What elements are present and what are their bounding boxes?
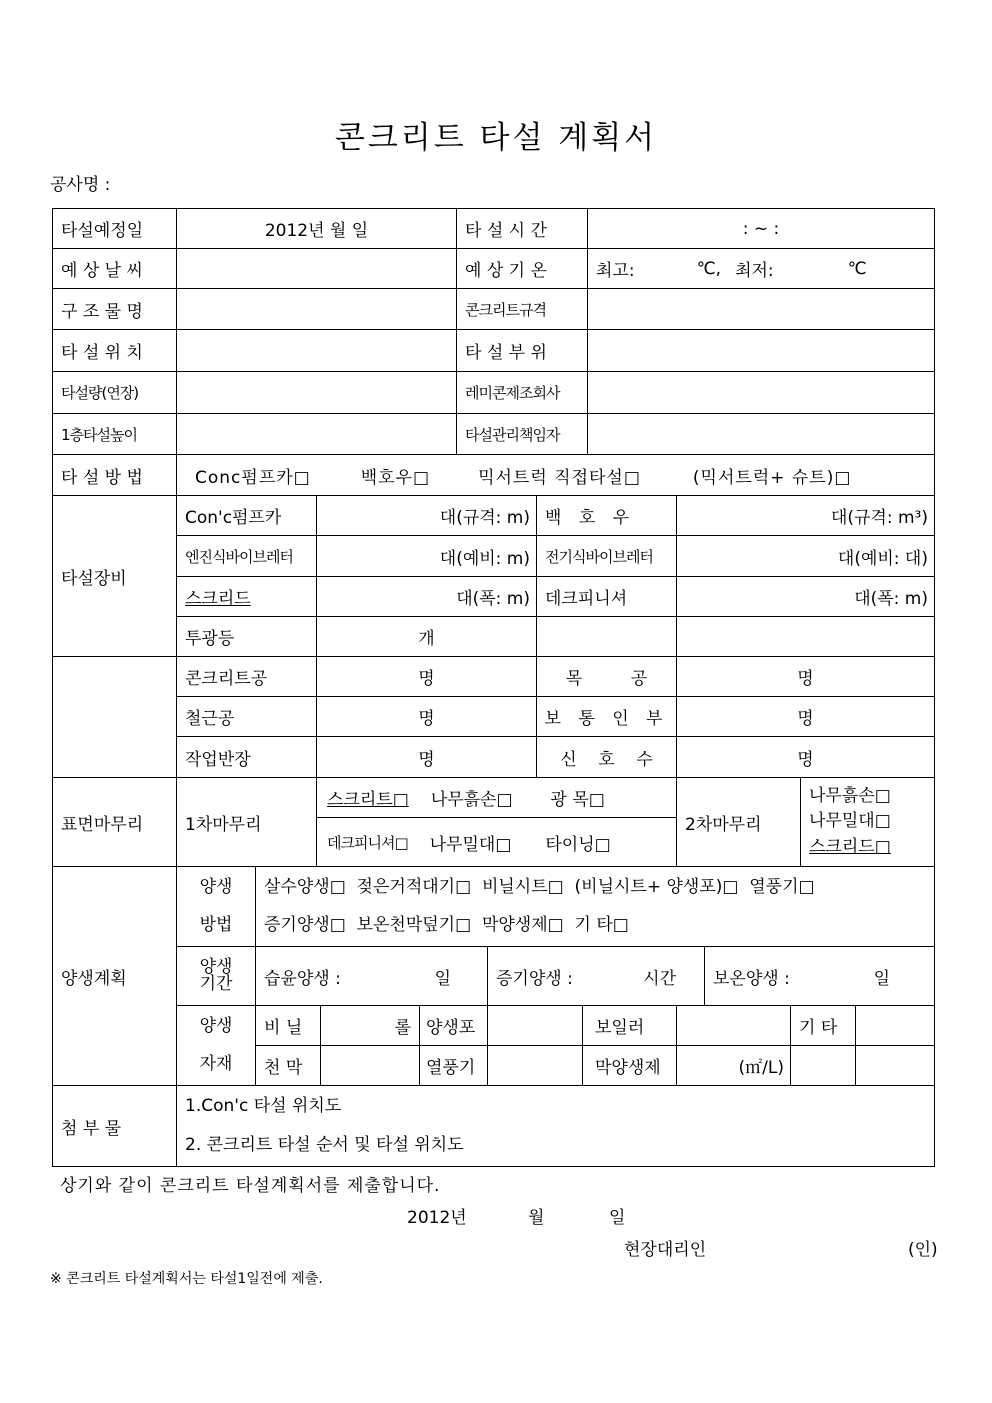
curing-method-options	[255, 866, 935, 947]
equipment-name: 투광등	[176, 616, 317, 657]
material-name: 기 타	[790, 1005, 856, 1046]
finish2-option-wood-trowel[interactable]: 나무밀대□	[809, 811, 891, 832]
material-value-field[interactable]: (㎡/L)	[676, 1045, 791, 1086]
curing-period-label-line2: 기간	[199, 974, 233, 994]
site-agent-label: 현장대리인	[624, 1240, 707, 1260]
equipment-name: 전기식바이브레터	[536, 535, 677, 577]
curing-method-label-line2: 방법	[199, 914, 233, 935]
wet-curing-label: 습윤양생 :	[264, 968, 341, 989]
equipment-value-field[interactable]: 대(규격: m)	[316, 495, 537, 536]
seal-mark: (인)	[908, 1240, 938, 1260]
structure-field[interactable]	[176, 288, 457, 330]
material-value-field[interactable]	[855, 1045, 935, 1086]
material-value-field[interactable]	[676, 1005, 791, 1046]
worker-type: 목 공	[536, 656, 677, 697]
finish-option-wood-trowel[interactable]: 나무밀대□	[429, 834, 512, 855]
finish-option-deck-finisher[interactable]: 데크피니셔□	[327, 833, 408, 852]
equipment-value-field[interactable]: 대(폭: m)	[316, 576, 537, 617]
equipment-name: Con'c펌프카	[176, 495, 317, 536]
worker-count-field[interactable]: 명	[676, 696, 935, 737]
material-name: 양생포	[419, 1005, 488, 1046]
curing-method-label-line1: 양생	[199, 877, 233, 898]
concrete-spec-label: 콘크리트규격	[456, 288, 588, 330]
worker-count-field[interactable]: 명	[676, 736, 935, 778]
worker-type: 신 호 수	[536, 736, 677, 778]
material-name: 비 닐	[255, 1005, 321, 1046]
pour-volume-field[interactable]	[176, 371, 457, 414]
equipment-name: 엔진식바이브레터	[176, 535, 317, 577]
pour-part-field[interactable]	[587, 329, 935, 372]
equipment-value-field[interactable]: 개	[316, 616, 537, 657]
supplier-field[interactable]	[587, 371, 935, 414]
material-value-field[interactable]: 롤	[320, 1005, 420, 1046]
curing-material-label-line2: 자재	[199, 1053, 233, 1074]
first-floor-height-field[interactable]	[176, 413, 457, 455]
temp-low-label: 최저:	[735, 261, 774, 281]
material-name: 천 막	[255, 1045, 321, 1086]
document-title: 콘크리트 타설 계획서	[334, 120, 658, 156]
curing-material-label	[176, 1005, 256, 1086]
material-value-field[interactable]	[487, 1005, 583, 1046]
finish-option-screed[interactable]: 스크리트□	[327, 790, 409, 810]
method-option-mixer-direct[interactable]: 믹서트럭 직접타설□	[478, 467, 641, 488]
attachment-item: 1.Con'c 타설 위치도	[185, 1095, 342, 1116]
curing-method-options-row2[interactable]: 증기양생□ 보온천막덮기□ 막양생제□ 기 타□	[264, 914, 629, 935]
project-name-label: 공사명 :	[50, 175, 111, 195]
date-label: 타설예정일	[52, 208, 177, 249]
curing-method-label	[176, 866, 256, 947]
pour-manager-label: 타설관리책임자	[456, 413, 588, 455]
material-name: 보일러	[582, 1005, 677, 1046]
method-option-pump-car[interactable]: Conc펌프카□	[195, 467, 311, 488]
submission-statement: 상기와 같이 콘크리트 타설계획서를 제출합니다.	[60, 1176, 441, 1196]
structure-label: 구 조 물 명	[52, 288, 177, 330]
pour-location-label: 타 설 위 치	[52, 329, 177, 372]
equipment-value-field[interactable]: 대(폭: m)	[676, 576, 935, 617]
temperature-label: 예 상 기 온	[456, 248, 588, 289]
finish-option-broom[interactable]: 광 목□	[550, 790, 605, 810]
curing-period-label	[176, 946, 256, 1006]
steam-curing-field[interactable]	[487, 946, 705, 1006]
submission-date-month: 월	[528, 1208, 545, 1228]
first-finish-options-row2	[316, 817, 677, 867]
temp-low-unit: ℃	[847, 258, 867, 279]
temperature-field[interactable]	[587, 248, 935, 289]
pour-method-options	[176, 454, 935, 496]
submission-note: ※ 콘크리트 타설계획서는 타설1일전에 제출.	[50, 1271, 323, 1287]
pour-volume-label: 타설량(연장)	[52, 371, 177, 414]
finish-option-tining[interactable]: 타이닝□	[545, 834, 611, 855]
material-name: 열풍기	[419, 1045, 488, 1086]
equipment-name	[536, 616, 677, 657]
pour-location-field[interactable]	[176, 329, 457, 372]
pour-part-label: 타 설 부 위	[456, 329, 588, 372]
insulated-curing-label: 보온양생 :	[713, 968, 790, 989]
worker-count-field[interactable]: 명	[316, 736, 537, 778]
weather-field[interactable]	[176, 248, 457, 289]
first-finish-options-row1	[316, 777, 677, 818]
method-option-mixer-chute[interactable]: (믹서트럭+ 슈트)□	[692, 467, 852, 488]
method-option-backhoe[interactable]: 백호우□	[360, 467, 431, 488]
worker-type: 보 통 인 부	[536, 696, 677, 737]
first-floor-height-label: 1층타설높이	[52, 413, 177, 455]
workers-label-cell	[52, 656, 177, 778]
weather-label: 예 상 날 씨	[52, 248, 177, 289]
material-name	[790, 1045, 856, 1086]
steam-curing-unit: 시간	[643, 968, 676, 989]
attachments-list	[176, 1085, 935, 1167]
first-finish-label: 1차마무리	[176, 777, 317, 867]
wet-curing-unit: 일	[434, 968, 451, 989]
curing-material-label-line1: 양생	[199, 1016, 233, 1037]
worker-count-field[interactable]: 명	[676, 656, 935, 697]
finish2-option-screed[interactable]: 스크리드□	[809, 836, 891, 857]
date-value-field[interactable]: 2012년 월 일	[176, 208, 457, 249]
equipment-name: 백 호 우	[536, 495, 677, 536]
equipment-value-field[interactable]	[676, 616, 935, 657]
submission-date-day: 일	[609, 1208, 626, 1228]
material-value-field[interactable]	[487, 1045, 583, 1086]
steam-curing-label: 증기양생 :	[496, 968, 573, 989]
concrete-spec-field[interactable]	[587, 288, 935, 330]
curing-method-options-row1[interactable]: 살수양생□ 젖은거적대기□ 비닐시트□ (비닐시트+ 양생포)□ 열풍기□	[264, 877, 815, 898]
worker-count-field[interactable]: 명	[316, 696, 537, 737]
time-value-field[interactable]: : ~ :	[587, 208, 935, 249]
curing-plan-label: 양생계획	[52, 866, 177, 1086]
time-label: 타 설 시 간	[456, 208, 588, 249]
attachment-item: 2. 콘크리트 타설 순서 및 타설 위치도	[185, 1135, 464, 1155]
equipment-name: 스크리드	[176, 576, 317, 617]
insulated-curing-unit: 일	[873, 968, 890, 989]
worker-type: 콘크리트공	[176, 656, 317, 697]
material-value-field[interactable]	[320, 1045, 420, 1086]
temp-high-unit: ℃,	[696, 258, 722, 279]
finish-option-wood-float[interactable]: 나무흙손□	[430, 790, 513, 810]
second-finish-label: 2차마무리	[676, 777, 801, 867]
material-value-field[interactable]	[855, 1005, 935, 1046]
worker-type: 작업반장	[176, 736, 317, 778]
insulated-curing-field[interactable]	[704, 946, 935, 1006]
worker-type: 철근공	[176, 696, 317, 737]
equipment-name: 데크피니셔	[536, 576, 677, 617]
material-name: 막양생제	[582, 1045, 677, 1086]
surface-finish-label: 표면마무리	[52, 777, 177, 867]
temp-high-label: 최고:	[596, 261, 635, 281]
pour-method-label: 타 설 방 법	[52, 454, 177, 496]
equipment-value-field[interactable]: 대(예비: 대)	[676, 535, 935, 577]
worker-count-field[interactable]: 명	[316, 656, 537, 697]
submission-date-year: 2012년	[407, 1208, 467, 1228]
finish2-option-wood-float[interactable]: 나무흙손□	[809, 785, 891, 806]
pour-manager-field[interactable]	[587, 413, 935, 455]
equipment-value-field[interactable]: 대(규격: m³)	[676, 495, 935, 536]
attachments-label: 첨 부 물	[52, 1085, 177, 1167]
equipment-label: 타설장비	[52, 495, 177, 657]
equipment-value-field[interactable]: 대(예비: m)	[316, 535, 537, 577]
supplier-label: 레미콘제조회사	[456, 371, 588, 414]
wet-curing-field[interactable]	[255, 946, 488, 1006]
curing-period-label-line1: 양생	[199, 957, 233, 977]
second-finish-options	[800, 777, 935, 867]
